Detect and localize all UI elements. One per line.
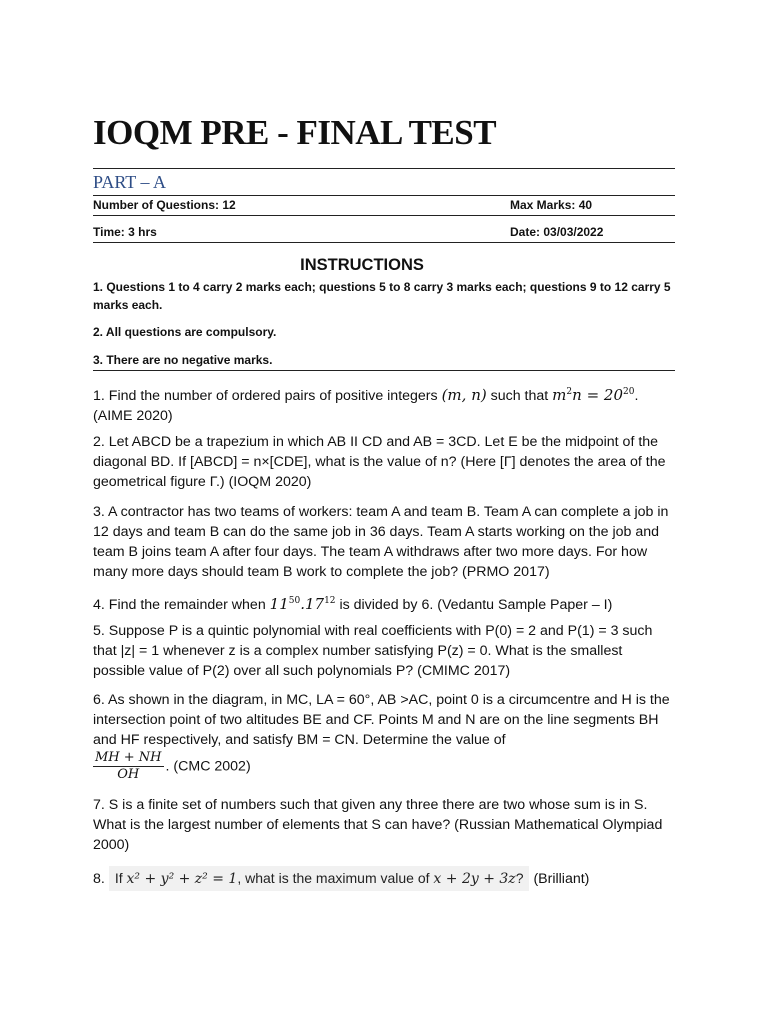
divider [93, 215, 675, 216]
instruction-item: 3. There are no negative marks. [93, 353, 273, 367]
instructions-heading: INSTRUCTIONS [300, 256, 424, 274]
instruction-item: 2. All questions are compulsory. [93, 325, 277, 339]
math-pair: (m, n) [441, 386, 487, 404]
instruction-item: 1. Questions 1 to 4 carry 2 marks each; questions 5 to 8 carry 3 marks each; questions 9 to 12 carry 5 marks each. [93, 280, 671, 312]
test-date: Date: 03/03/2022 [510, 225, 604, 239]
num-questions: Number of Questions: 12 [93, 198, 236, 212]
question-image: If x² + y² + z² = 1, what is the maximum value of x + 2y + 3z? [109, 866, 530, 891]
max-marks: Max Marks: 40 [510, 198, 593, 212]
question-source: (AIME 2020) [93, 408, 173, 424]
math-equation: $m^2n = 20^{20}$ [552, 386, 635, 404]
question-source: (Brilliant) [533, 871, 590, 887]
question-6: 6. As shown in the diagram, in MC, LA = 60°, AB >AC, point 0 is a circumcentre and H is the intersection point of two altitudes BE and CF. Points M and N are on the line segments BH and HF respectively, and satisfy BM = CN. Determine the value of $\frac{MH + NH}{OH}$ . (CMC 2002) [93, 692, 670, 782]
question-2: 2. Let ABCD be a trapezium in which AB II CD and AB = 3CD. Let E be the midpoint of the diagonal BD. If [ABCD] = n×[CDE], what is the value of n? (Here [Γ] denotes the area of the geometrical figure Γ.) (IOQM 2020) [93, 434, 666, 490]
math-fraction: $\frac{MH + NH}{OH}$ [95, 750, 162, 782]
question-5: 5. Suppose P is a quintic polynomial with real coefficients with P(0) = 2 and P(1) = 3 such that |z| = 1 whenever z is a complex number satisfying P(z) = 0. What is the smallest possible value of P(2) over all such polynomials P? (CMIMC 2017) [93, 623, 653, 679]
part-heading: PART – A [93, 172, 166, 192]
question-3: 3. A contractor has two teams of workers: team A and team B. Team A can complete a job in 12 days and team B can do the same job in 36 days. Team A starts working on the job and team B joins team A after four days. The team A withdraws after two more days. For how many more days should team B work to complete the job? (PRMO 2017) [93, 504, 669, 580]
question-4: 4. Find the remainder when $11^{50}.17^{12}$ is divided by 6. (Vedantu Sample Paper – I) [93, 595, 613, 613]
question-7: 7. S is a finite set of numbers such that given any three there are two whose sum is in S. What is the largest number of elements that S can have? (Russian Mathematical Olympiad 2000) [93, 797, 663, 853]
question-1: 1. Find the number of ordered pairs of positive integers (m, n) such that $m^2n = 20^{20}$. (AIME 2020) [93, 386, 639, 424]
time-limit: Time: 3 hrs [93, 225, 157, 239]
divider [93, 195, 675, 196]
question-8: 8. If x² + y² + z² = 1, what is the maximum value of x + 2y + 3z? (Brilliant) [93, 866, 678, 891]
divider [93, 242, 675, 243]
divider [93, 370, 675, 371]
math-expression: $11^{50}.17^{12}$ [269, 595, 336, 613]
page-title: IOQM PRE - FINAL TEST [93, 113, 497, 152]
divider [93, 168, 675, 169]
